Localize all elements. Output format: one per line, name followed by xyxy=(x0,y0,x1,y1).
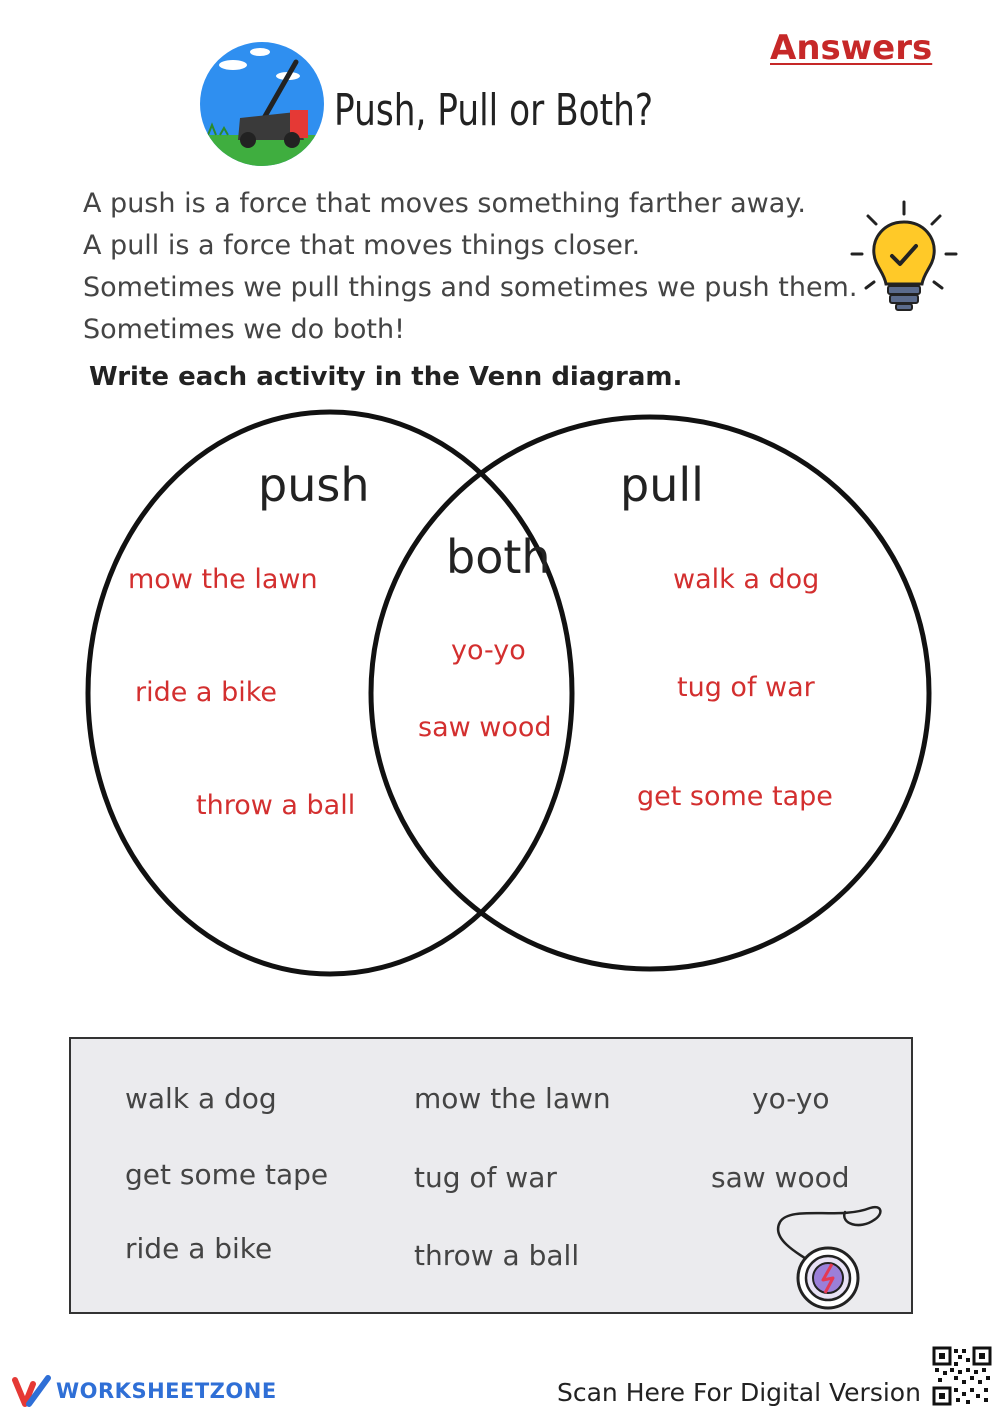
page-title: Push, Pull or Both? xyxy=(334,85,654,136)
yoyo-icon xyxy=(770,1200,886,1312)
lawn-mower-icon xyxy=(198,40,326,168)
both-answer-2: saw wood xyxy=(418,712,552,743)
push-answer-3: throw a ball xyxy=(196,790,356,821)
pull-answer-2: tug of war xyxy=(677,672,815,703)
intro-line-4: Sometimes we do both! xyxy=(83,314,405,345)
lightbulb-check-icon xyxy=(848,198,960,318)
intro-line-1: A push is a force that moves something farther away. xyxy=(83,188,806,219)
scan-text: Scan Here For Digital Version xyxy=(557,1378,921,1407)
both-answer-1: yo-yo xyxy=(451,635,526,666)
word-bank-item: tug of war xyxy=(414,1161,557,1194)
push-answer-2: ride a bike xyxy=(135,677,277,708)
push-label: push xyxy=(258,458,370,512)
intro-line-3: Sometimes we pull things and sometimes we push them. xyxy=(83,272,858,303)
instruction: Write each activity in the Venn diagram. xyxy=(89,362,683,392)
qr-code-icon[interactable] xyxy=(932,1346,992,1406)
answers-heading: Answers xyxy=(770,28,933,68)
brand-logo[interactable] xyxy=(12,1374,277,1408)
worksheetzone-logo-icon xyxy=(12,1374,52,1408)
word-bank-item: get some tape xyxy=(125,1158,329,1191)
word-bank-item: throw a ball xyxy=(414,1239,580,1272)
word-bank-item: saw wood xyxy=(711,1161,850,1194)
word-bank-item: walk a dog xyxy=(125,1082,277,1115)
brand-name: WORKSHEETZONE xyxy=(56,1379,277,1403)
word-bank-item: mow the lawn xyxy=(414,1082,611,1115)
word-bank-item: ride a bike xyxy=(125,1232,273,1265)
pull-label: pull xyxy=(620,458,704,512)
pull-answer-3: get some tape xyxy=(637,781,833,812)
word-bank-item: yo-yo xyxy=(752,1082,830,1115)
push-answer-1: mow the lawn xyxy=(128,564,318,595)
both-label: both xyxy=(446,530,551,584)
intro-line-2: A pull is a force that moves things closer. xyxy=(83,230,641,261)
pull-answer-1: walk a dog xyxy=(673,564,820,595)
